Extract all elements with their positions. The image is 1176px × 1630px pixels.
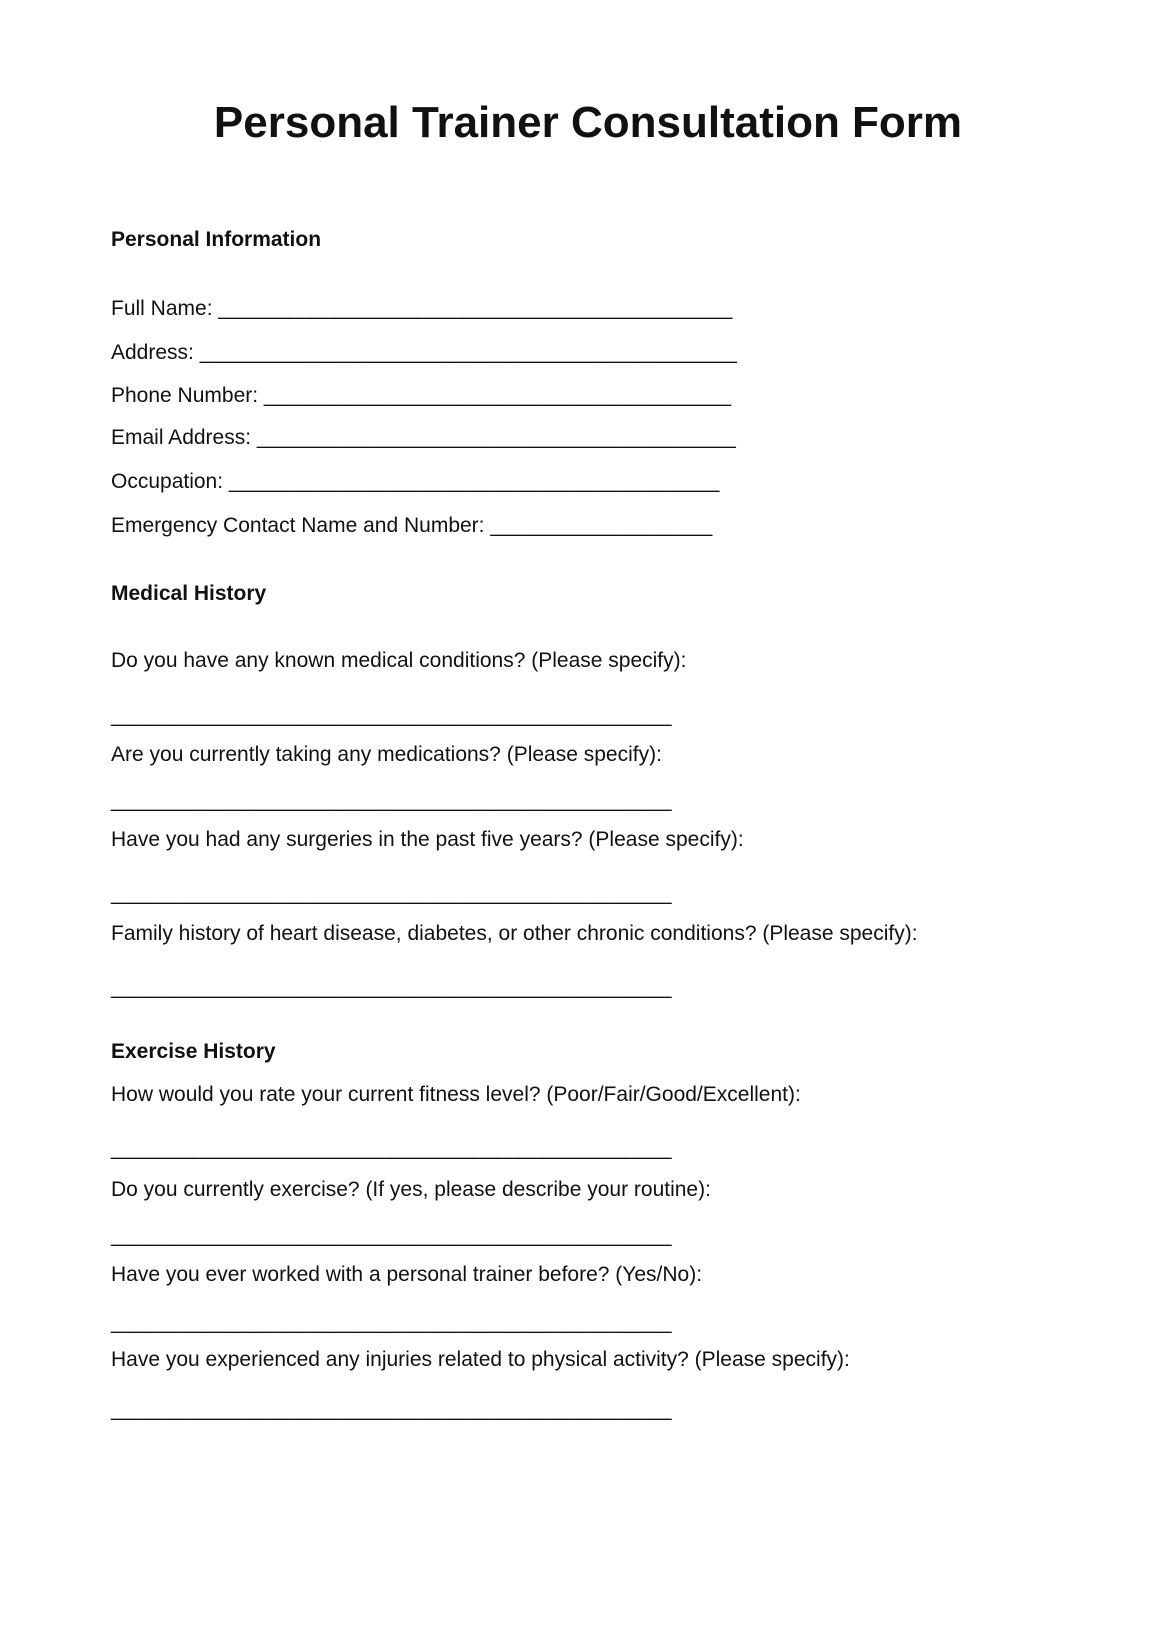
answer-line-personal-trainer[interactable]: ________________________________________________ xyxy=(111,1311,672,1334)
answer-line-family-history[interactable]: ________________________________________________ xyxy=(111,976,672,999)
blank-line[interactable]: ______________________________________________ xyxy=(199,341,737,364)
blank-line[interactable]: ________________________________________ xyxy=(263,384,732,407)
answer-line-injuries[interactable]: ________________________________________________ xyxy=(111,1398,672,1421)
field-label: Address: xyxy=(111,341,200,364)
question-personal-trainer: Have you ever worked with a personal trainer before? (Yes/No): xyxy=(111,1263,703,1286)
section-heading-medical-history: Medical History xyxy=(111,582,267,605)
phone-number-field[interactable] xyxy=(111,384,731,408)
emergency-contact-field[interactable] xyxy=(111,514,712,538)
email-address-field[interactable] xyxy=(111,426,736,450)
answer-line-current-exercise[interactable]: ________________________________________________ xyxy=(111,1224,672,1247)
blank-line[interactable]: _________________________________________ xyxy=(256,426,736,449)
question-family-history: Family history of heart disease, diabetes, or other chronic conditions? (Please specify): xyxy=(111,922,918,945)
answer-line-medications[interactable]: ________________________________________________ xyxy=(111,789,672,812)
full-name-field[interactable] xyxy=(111,297,732,321)
question-medications: Are you currently taking any medications? (Please specify): xyxy=(111,743,662,766)
field-label: Email Address: xyxy=(111,426,257,449)
field-label: Phone Number: xyxy=(111,384,264,407)
answer-line-surgeries[interactable]: ________________________________________________ xyxy=(111,882,672,905)
question-medical-conditions: Do you have any known medical conditions? (Please specify): xyxy=(111,649,687,672)
field-label: Occupation: xyxy=(111,470,229,493)
occupation-field[interactable] xyxy=(111,470,719,494)
blank-line[interactable]: __________________________________________ xyxy=(228,470,720,493)
answer-line-fitness-level[interactable]: ________________________________________________ xyxy=(111,1137,672,1160)
field-label: Emergency Contact Name and Number: xyxy=(111,514,491,537)
question-current-exercise: Do you currently exercise? (If yes, please describe your routine): xyxy=(111,1178,711,1201)
question-fitness-level: How would you rate your current fitness level? (Poor/Fair/Good/Excellent): xyxy=(111,1083,801,1106)
blank-line[interactable]: ____________________________________________ xyxy=(218,297,733,320)
address-field[interactable] xyxy=(111,341,737,365)
field-label: Full Name: xyxy=(111,297,219,320)
blank-line[interactable]: ___________________ xyxy=(490,514,713,537)
answer-line-medical-conditions[interactable]: ________________________________________________ xyxy=(111,704,672,727)
question-surgeries: Have you had any surgeries in the past five years? (Please specify): xyxy=(111,828,744,851)
question-injuries: Have you experienced any injuries related to physical activity? (Please specify): xyxy=(111,1348,850,1371)
form-title: Personal Trainer Consultation Form xyxy=(213,98,963,147)
section-heading-exercise-history: Exercise History xyxy=(111,1040,276,1063)
section-heading-personal-information: Personal Information xyxy=(111,228,322,251)
